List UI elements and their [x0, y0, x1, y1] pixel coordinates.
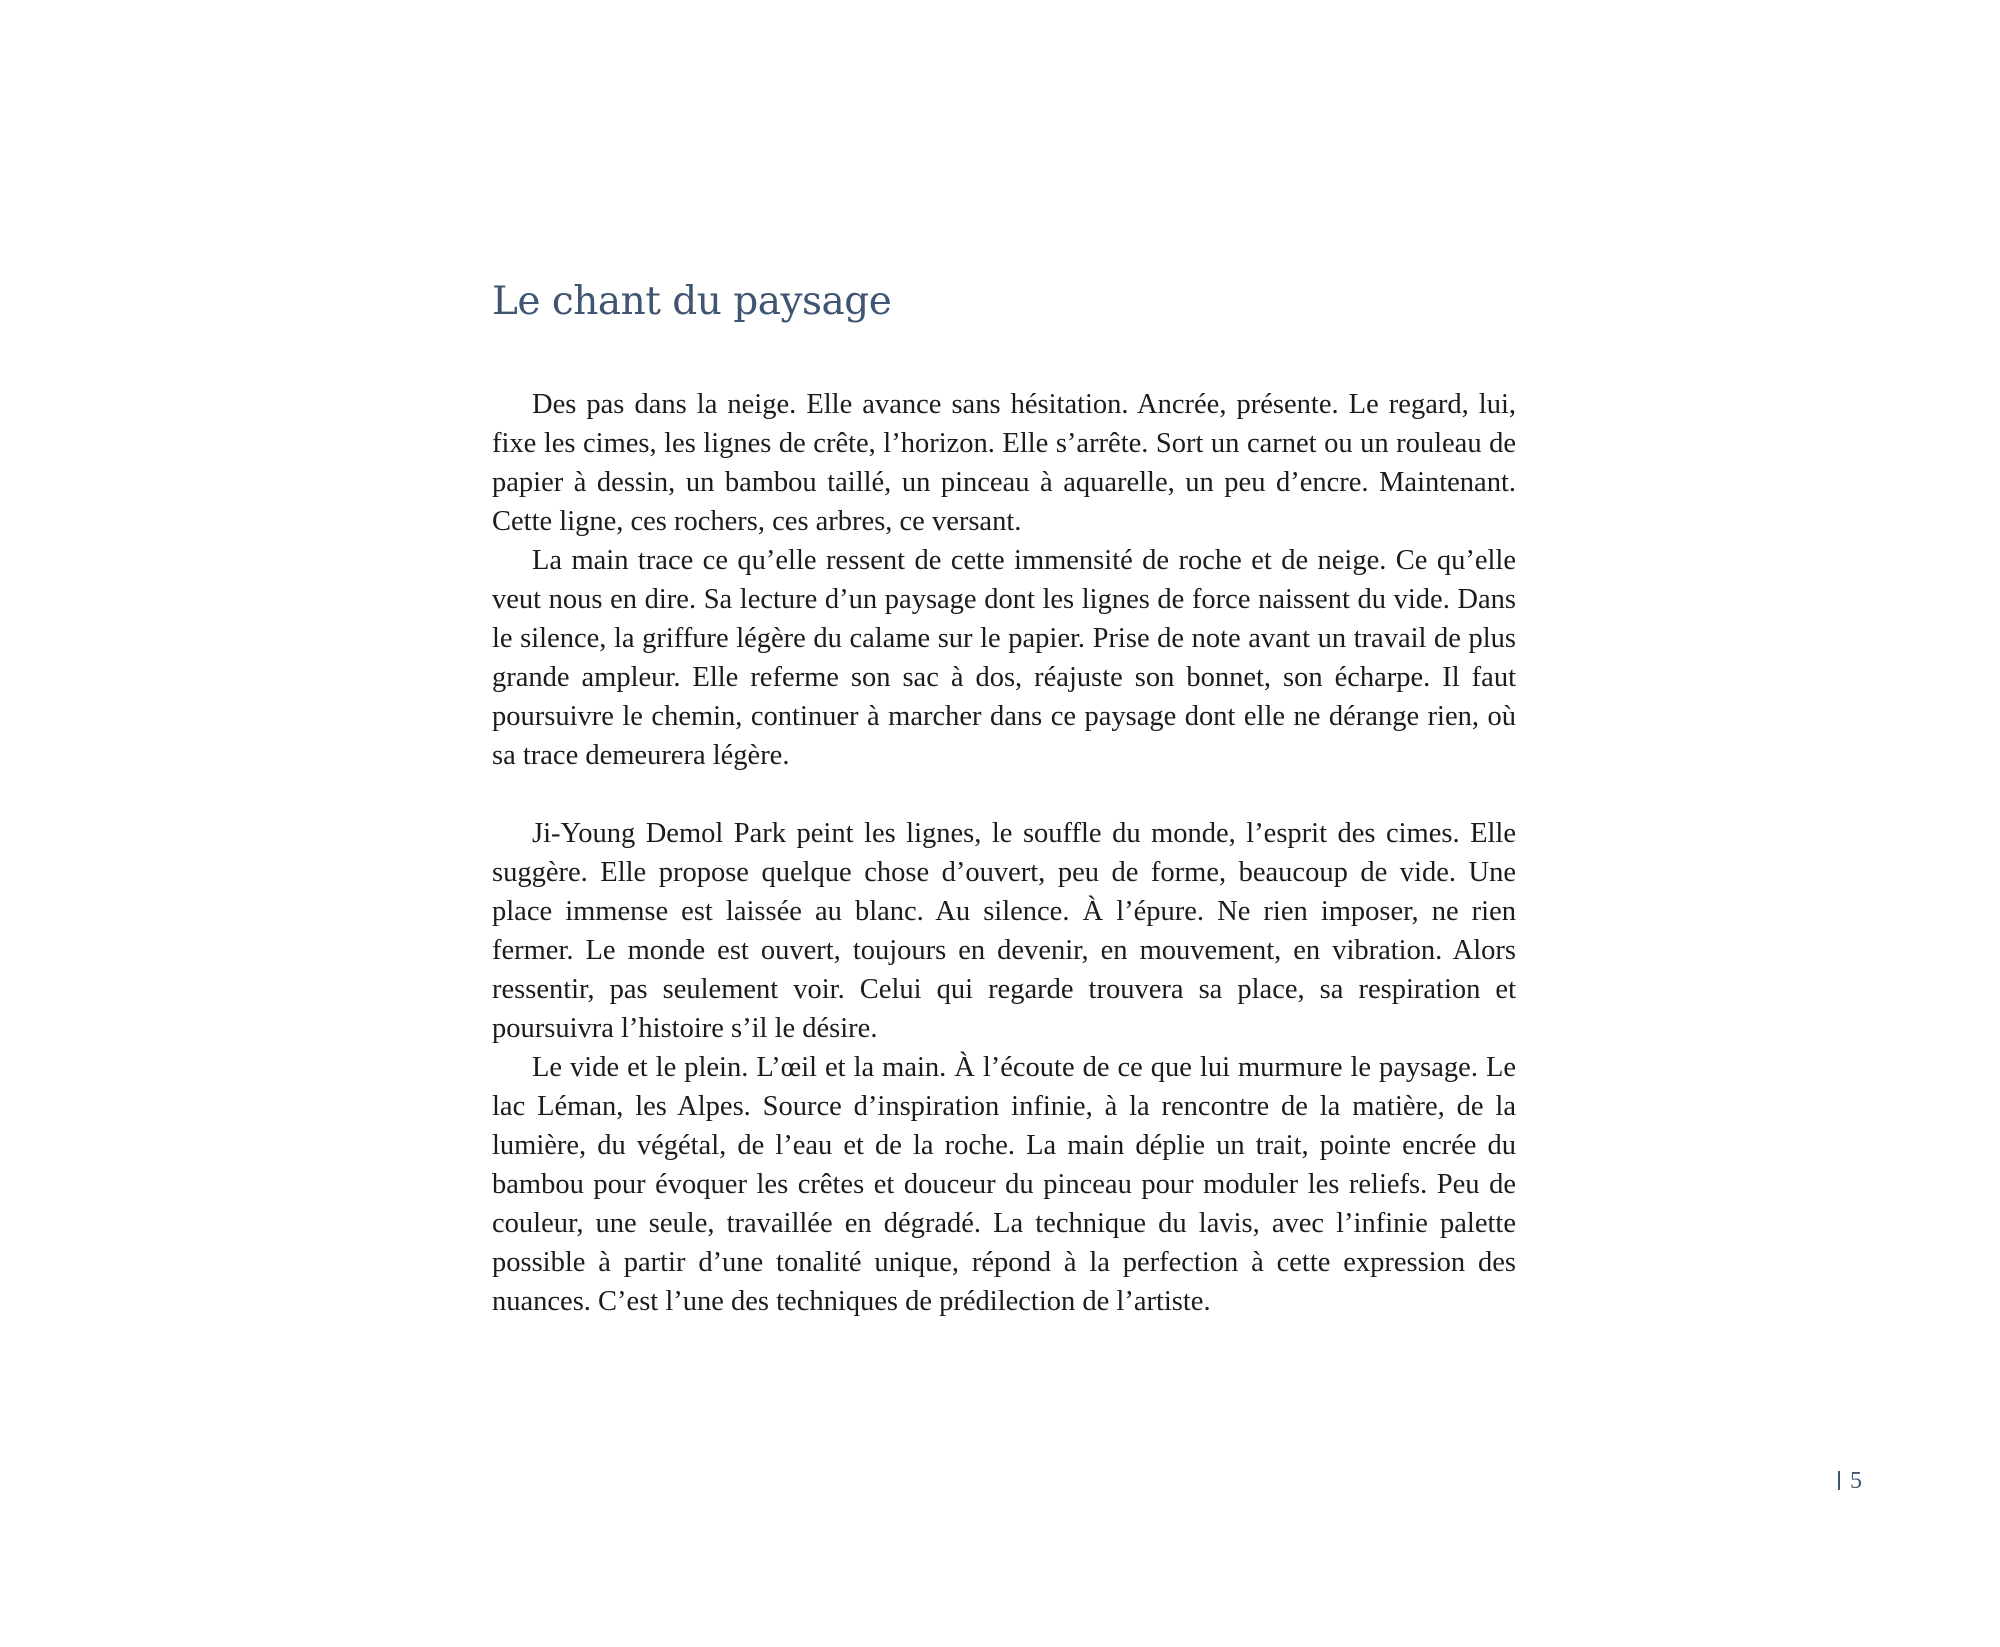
body-text [492, 385, 1516, 1321]
page-number-value: 5 [1850, 1468, 1862, 1494]
page-number-divider [1838, 1471, 1840, 1490]
page-title: Le chant du paysage [492, 279, 892, 324]
page-number [1838, 1466, 1862, 1496]
paragraph-1: Des pas dans la neige. Elle avance sans hésitation. Ancrée, présente. Le regard, lui, fixe les cimes, les lignes de crête, l’horizon. Elle s’arrête. Sort un carnet ou un rouleau de papier à dessin, un bambou taillé, un pinceau à aquarelle, un peu d’encre. Maintenant. Cette ligne, ces rochers, ces arbres, ce versant. [492, 389, 1516, 537]
paragraph-4: Le vide et le plein. L’œil et la main. À l’écoute de ce que lui murmure le paysage. Le lac Léman, les Alpes. Source d’inspiration infinie, à la rencontre de la matière, de la lumière, du végétal, de l’eau et de la roche. La main déplie un trait, pointe encrée du bambou pour évoquer les crêtes et douceur du pinceau pour moduler les reliefs. Peu de couleur, une seule, travaillée en dégradé. La technique du lavis, avec l’infinie palette possible à partir d’une tonalité unique, répond à la perfection à cette expression des nuances. C’est l’une des techniques de prédilection de l’artiste. [492, 1052, 1516, 1317]
paragraph-2: La main trace ce qu’elle ressent de cette immensité de roche et de neige. Ce qu’elle veut nous en dire. Sa lecture d’un paysage dont les lignes de force naissent du vide. Dans le silence, la griffure légère du calame sur le papier. Prise de note avant un travail de plus grande ampleur. Elle referme son sac à dos, réajuste son bonnet, son écharpe. Il faut poursuivre le chemin, continuer à marcher dans ce paysage dont elle ne dérange rien, où sa trace demeurera légère. [492, 545, 1516, 771]
paragraph-3: Ji-Young Demol Park peint les lignes, le souffle du monde, l’esprit des cimes. Elle suggère. Elle propose quelque chose d’ouvert, peu de forme, beaucoup de vide. Une place immense est laissée au blanc. Au silence. À l’épure. Ne rien imposer, ne rien fermer. Le monde est ouvert, toujours en devenir, en mouvement, en vibration. Alors ressentir, pas seulement voir. Celui qui regarde trouvera sa place, sa respiration et poursuivra l’histoire s’il le désire. [492, 818, 1516, 1044]
